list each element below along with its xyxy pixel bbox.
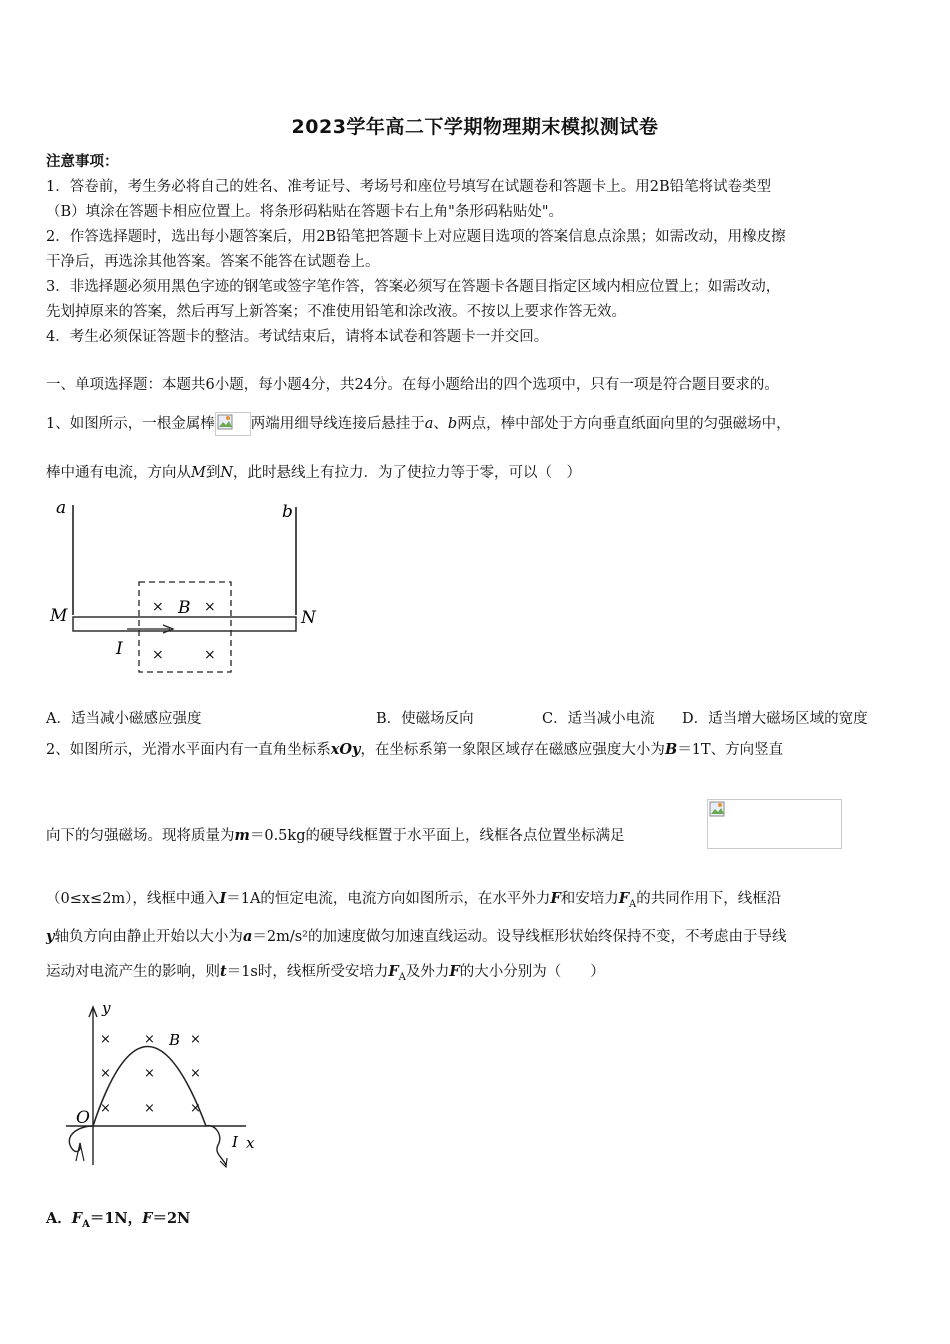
q1-option-b[interactable]: B．使磁场反向 bbox=[376, 711, 474, 727]
field-cross: × bbox=[152, 599, 164, 615]
notice-line-1: 1．答卷前，考生务必将自己的姓名、准考证号、考场号和座位号填写在试题卷和答题卡上。用2B铅笔将试卷类型 bbox=[46, 179, 772, 195]
label-b: b bbox=[282, 502, 293, 522]
label-i: I bbox=[116, 639, 123, 659]
q1-option-c[interactable]: C．适当减小电流 bbox=[542, 711, 655, 727]
q2-line-1: 2、如图所示，光滑水平面内有一直角坐标系xOy，在坐标系第一象限区域存在磁感应强度大小为B＝1T、方向竖直 bbox=[46, 741, 784, 758]
notice-heading: 注意事项： bbox=[46, 153, 119, 170]
notice-line-3: 2．作答选择题时，选出每小题答案后，用2B铅笔把答题卡上对应题目选项的答案信息点涂黑；如需改动，用橡皮擦 bbox=[46, 229, 786, 245]
broken-image-icon bbox=[215, 412, 251, 436]
field-cross: × bbox=[190, 1101, 201, 1116]
field-cross: × bbox=[204, 647, 216, 663]
field-cross: × bbox=[152, 647, 164, 663]
right-lead-wire bbox=[206, 1126, 226, 1165]
label-i: I bbox=[232, 1133, 238, 1151]
q1-option-d[interactable]: D．适当增大磁场区域的宽度 bbox=[682, 711, 868, 727]
label-a: a bbox=[56, 498, 67, 518]
field-cross: × bbox=[144, 1066, 155, 1081]
right-lead-arrow bbox=[220, 1158, 227, 1167]
label-b-field: B bbox=[169, 1031, 181, 1049]
label-x: x bbox=[246, 1134, 255, 1152]
q2-line-2: 向下的匀强磁场。现将质量为m＝0.5kg的硬导线框置于水平面上，线框各点位置坐标满足 bbox=[46, 827, 625, 844]
q1-line-1: 1、如图所示，一根金属棒 两端用细导线连接后悬挂于a、b两点，棒中部处于方向垂直纸面向里的匀强磁场中， bbox=[46, 412, 906, 436]
section-heading: 一、单项选择题：本题共6小题，每小题4分，共24分。在每小题给出的四个选项中，只有一项是符合题目要求的。 bbox=[46, 377, 779, 393]
q2-line-3: （0≤x≤2m），线框中通入I＝1A的恒定电流，电流方向如图所示，在水平外力F和安培力$F_A$的共同作用下，线框沿 bbox=[46, 890, 782, 910]
metal-rod bbox=[73, 617, 296, 631]
notice-line-5: 3．非选择题必须用黑色字迹的钢笔或签字笔作答，答案必须写在答题卡各题目指定区域内相应位置上；如需改动， bbox=[46, 279, 781, 295]
notice-line-4: 干净后，再选涂其他答案。答案不能答在试题卷上。 bbox=[46, 254, 380, 270]
q2-line-5: 运动对电流产生的影响，则t＝1s时，线框所受安培力$F_A$及外力F的大小分别为（ ） bbox=[46, 963, 605, 983]
broken-image-icon bbox=[707, 799, 842, 849]
q2-figure bbox=[56, 995, 271, 1175]
label-origin: O bbox=[76, 1108, 90, 1128]
field-cross: × bbox=[144, 1101, 155, 1116]
q2-line-4: y轴负方向由静止开始以大小为a＝2m/s²的加速度做匀加速直线运动。设导线框形状始终保持不变，不考虑由于导线 bbox=[46, 928, 787, 945]
label-m: M bbox=[50, 606, 68, 626]
field-cross: × bbox=[190, 1066, 201, 1081]
notice-line-6: 先划掉原来的答案，然后再写上新答案；不准使用铅笔和涂改液。不按以上要求作答无效。 bbox=[46, 304, 626, 320]
q1-option-a[interactable]: A．适当减小磁感应强度 bbox=[46, 711, 202, 727]
q2-option-a[interactable]: A．$F_A=1N$，F＝2N bbox=[46, 1210, 191, 1230]
field-cross: × bbox=[100, 1032, 111, 1047]
notice-line-7: 4．考生必须保证答题卡的整洁。考试结束后，请将本试卷和答题卡一并交回。 bbox=[46, 329, 549, 345]
label-y: y bbox=[102, 999, 111, 1017]
q1-figure bbox=[42, 495, 332, 685]
page-title: 2023学年高二下学期物理期末模拟测试卷 bbox=[291, 116, 659, 138]
q1-line-2: 棒中通有电流，方向从M到N，此时悬线上有拉力．为了使拉力等于零，可以（ ） bbox=[46, 465, 582, 481]
label-n: N bbox=[301, 608, 316, 628]
label-b-field: B bbox=[178, 598, 191, 618]
notice-line-2: （B）填涂在答题卡相应位置上。将条形码粘贴在答题卡右上角"条形码粘贴处"。 bbox=[46, 204, 563, 220]
field-cross: × bbox=[204, 599, 216, 615]
field-cross: × bbox=[100, 1101, 111, 1116]
field-cross: × bbox=[190, 1032, 201, 1047]
field-cross: × bbox=[100, 1066, 111, 1081]
field-cross: × bbox=[144, 1032, 155, 1047]
